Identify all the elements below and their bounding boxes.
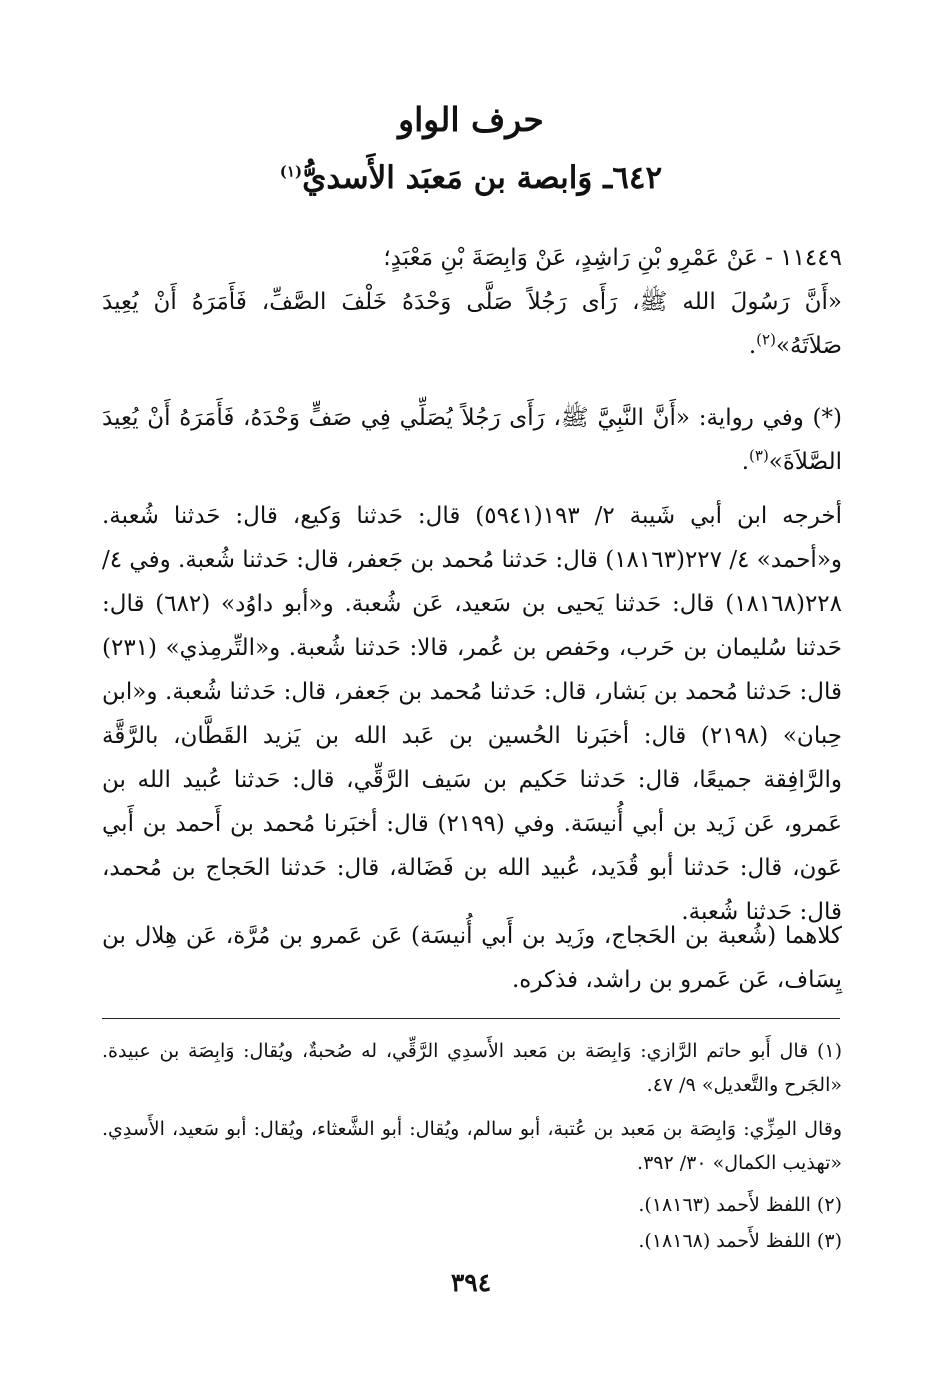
entry-title [0, 160, 942, 196]
chapter-title: حرف الواو [398, 100, 544, 139]
entry-title-text: ٦٤٢ـ وَابصة بن مَعبَد الأَسديُّ [302, 160, 663, 196]
footnote-1-continued: وقال المِزِّي: وَابِصَة بن مَعبد بن عُتبة، أبو سالم، ويُقال: أبو الشَّعثاء، ويُقال: أبو سَعيد، الأَسدِي. «تهذيب الكمال» ٣٠/ ٣٩٢. [102, 1118, 842, 1174]
variant-footnote-ref: (٣) [749, 446, 769, 465]
takhrij-paragraph: أخرجه ابن أبي شَيبة ٢/ ١٩٣(٥٩٤١) قال: حَدثنا وَكيع، قال: حَدثنا شُعبة. و«أحمد» ٤/ ٢٢٧(١٨١٦٣) قال: حَدثنا مُحمد بن جَعفر، قال: حَدثنا شُعبة. وفي ٤/ ٢٢٨(١٨١٦٨) قال: حَدثنا يَحيى بن سَعيد، عَن شُعبة. و«أبو داوُد» (٦٨٢) قال: حَدثنا سُليمان بن حَرب، وحَفص بن عُمر، قالا: حَدثنا شُعبة. و«التِّرمِذي» (٢٣١) قال: حَدثنا مُحمد بن بَشار، قال: حَدثنا مُحمد بن جَعفر، قال: حَدثنا شُعبة. و«ابن حِبان» (٢١٩٨) قال: أخبَرنا الحُسين بن عَبد الله بن يَزيد القَطَّان، بالرَّقَّة والرَّافِقة جميعًا، قال: حَدثنا حَكيم بن سَيف الرَّقِّي، قال: حَدثنا عُبيد الله بن عَمرو، عَن زَيد بن أبي أُنيسَة. وفي (٢١٩٩) قال: أخبَرنا مُحمد بن أَحمد بن أَبي عَون، قال: حَدثنا أبو قُدَيد، عُبيد الله بن فَضَالة، قال: حَدثنا الحَجاج بن مُحمد، قال: حَدثنا شُعبة. [102, 503, 843, 925]
hadith-text [102, 280, 842, 368]
page-number: ٣٩٤ [450, 1268, 492, 1297]
hadith-text-body: «أَنَّ رَسُولَ الله ﷺ، رَأَى رَجُلاً صَلَّى وَحْدَهُ خَلْفَ الصَّفِّ، فَأَمَرَهُ أَنْ يُعِيدَ صَلاَتَهُ» [102, 289, 842, 359]
hadith-number-line: ١١٤٤٩ - عَنْ عَمْرِو بْنِ رَاشِدٍ، عَنْ وَابِصَةَ بْنِ مَعْبَدٍ؛ [383, 245, 842, 271]
footnote-divider [102, 1018, 840, 1019]
summary-paragraph: كلاهما (شُعبة بن الحَجاج، وزَيد بن أَبي أُنيسَة) عَن عَمرو بن مُرَّة، عَن هِلال بن يِسَاف، عَن عَمرو بن راشد، فذكره. [102, 923, 842, 993]
footnote-3: (٣) اللفظ لأَحمد (١٨١٦٨). [638, 1230, 842, 1252]
entry-footnote-ref: (١) [279, 162, 303, 181]
hadith-footnote-ref: (٢) [756, 330, 776, 349]
footnote-1: (١) قال أَبو حاتم الرَّازي: وَابِصَة بن مَعبد الأَسدِي الرَّقِّي، له صُحبةٌ، ويُقال: وَابِصَة بن عبيدة. «الجَرح والتَّعديل» ٩/ ٤٧. [102, 1040, 842, 1096]
variant-text: (*) وفي رواية: «أَنَّ النَّبِيَّ ﷺ، رَأَى رَجُلاً يُصَلِّي فِي صَفٍّ وَحْدَهُ، فَأَمَرَهُ أَنْ يُعِيدَ الصَّلاَةَ» [102, 405, 842, 475]
hadith-text-end: . [748, 333, 757, 359]
variant-end: . [741, 449, 750, 475]
variant-narration [102, 396, 842, 484]
hadith-block [102, 236, 842, 368]
footnote-2: (٢) اللفظ لأَحمد (١٨١٦٣). [638, 1194, 842, 1216]
